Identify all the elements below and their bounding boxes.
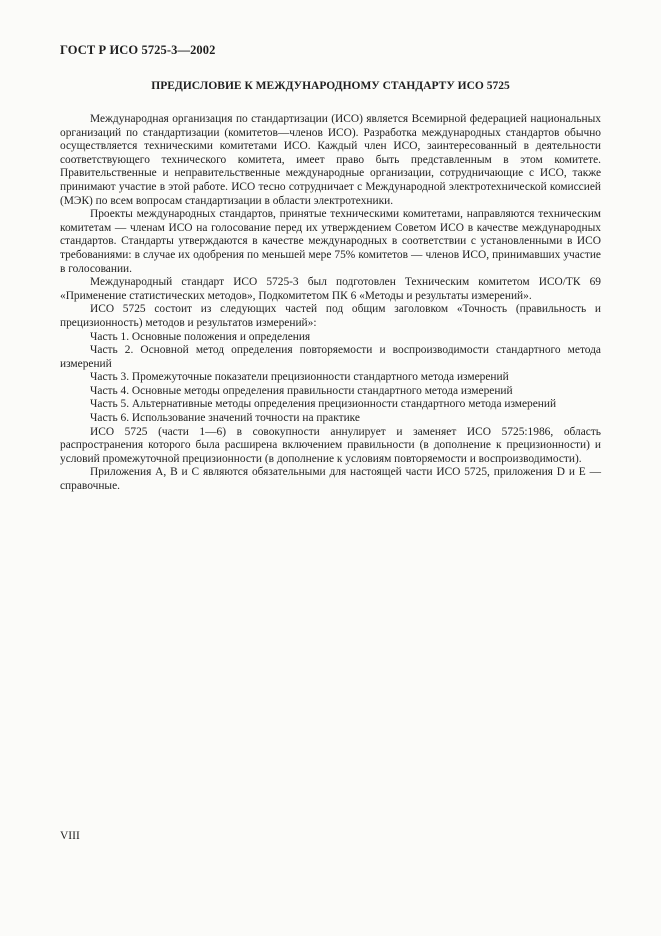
paragraph-annexes: Приложения А, В и С являются обязательными для настоящей части ИСО 5725, приложения D и Е — справочные. [60,466,601,493]
list-item-part-5: Часть 5. Альтернативные методы определения прецизионности стандартного метода измерений [90,398,557,411]
paragraph-parts-intro: ИСО 5725 состоит из следующих частей под общим заголовком «Точность (правильность и прецизионность) методов и результатов измерений»: [60,303,601,329]
page-number: VIII [60,830,80,842]
list-item-part-3: Часть 3. Промежуточные показатели прецизионности стандартного метода измерений [90,371,509,384]
foreword-title: ПРЕДИСЛОВИЕ К МЕЖДУНАРОДНОМУ СТАНДАРТУ ИСО 5725 [151,80,510,92]
list-item-part-2: Часть 2. Основной метод определения повторяемости и воспроизводимости стандартного метода измерений [60,344,601,370]
document-header: ГОСТ Р ИСО 5725-3—2002 [60,43,216,57]
list-item-part-1: Часть 1. Основные положения и определения [90,330,311,343]
list-item-part-6: Часть 6. Использование значений точности на практике [90,412,360,425]
paragraph-committee: Международный стандарт ИСО 5725-3 был подготовлен Техническим комитетом ИСО/ТК 69 «Применение статистических методов», Подкомитетом ПК 6 «Методы и результаты измерений». [60,276,601,302]
paragraph-iso-intro: Международная организация по стандартизации (ИСО) является Всемирной федерацией национальных организаций по стандартизации (комитетов—членов ИСО). Разработка международных стандартов обычно осуществляется техническими комитетами ИСО. Каждый член ИСО, заинтересованный в деятельности соответствующего технического комитета, имеет право быть представленным в этом комитете. Правительственные и неправительственные международные организации, сотрудничающие с ИСО, также принимают участие в этой работе. ИСО тесно сотрудничает с Международной электротехнической комиссией (МЭК) по всем вопросам стандартизации в области электротехники. [60,113,601,207]
foreword-body [60,113,601,494]
list-item-part-4: Часть 4. Основные методы определения правильности стандартного метода измерений [90,384,513,397]
paragraph-replaces: ИСО 5725 (части 1—6) в совокупности аннулирует и заменяет ИСО 5725:1986, область распространения которого была расширена включением правильности (в дополнение к прецизионности) и условий промежуточной прецизионности (в дополнение к условиям повторяемости и воспроизводимости). [60,425,601,465]
paragraph-voting: Проекты международных стандартов, принятые техническими комитетами, направляются техническим комитетам — членам ИСО на голосование перед их утверждением Советом ИСО в качестве международных стандартов. Стандарты утверждаются в качестве международных в соответствии с установленными в ИСО требованиями: в случае их одобрения по меньшей мере 75% комитетов — членов ИСО, принимавших участие в голосовании. [60,208,601,275]
